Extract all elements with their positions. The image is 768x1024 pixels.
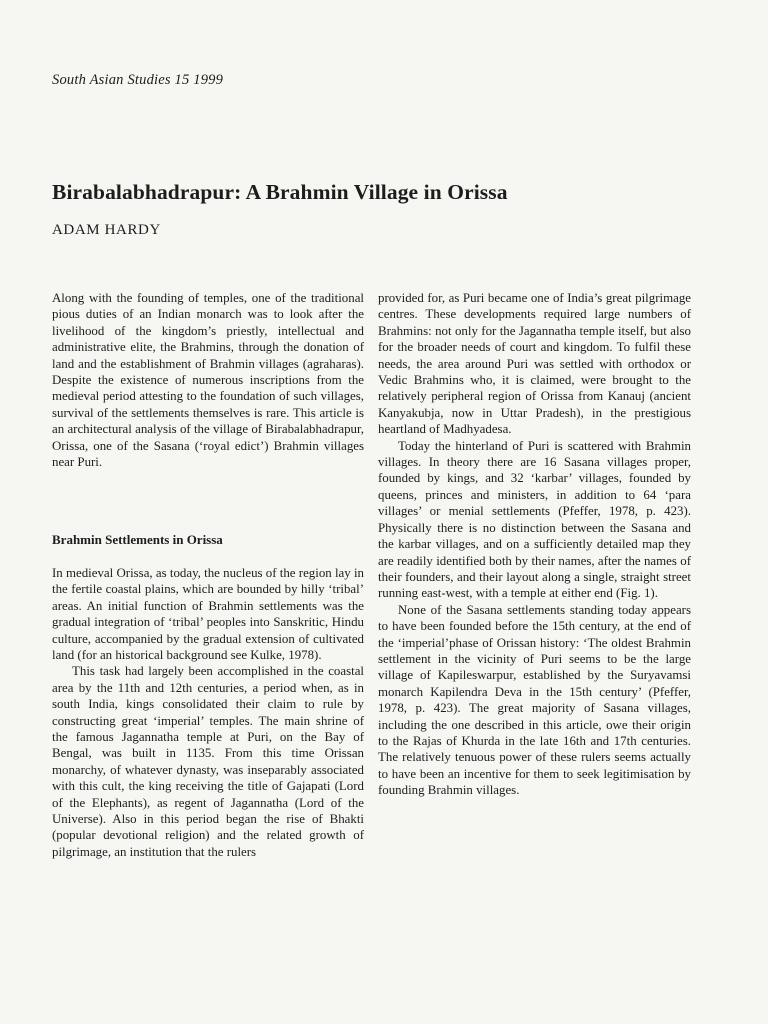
article-title: Birabalabhadrapur: A Brahmin Village in Orissa [52, 180, 508, 204]
body-paragraph: Today the hinterland of Puri is scattered with Brahmin villages. In theory there are 16 Sasana villages proper, founded by kings, and 32 ‘karbar’ villages, founded by queens, princes and ministers, in addition to 64 ‘para villages’ or menial settlements (Pfeffer, 1978, p. 423). Physically there is no distinction between the Sasana and the karbar villages, and on a sufficiently detailed map they are readily identified both by their names, after the names of their founders, and their layout along a single, straight street running east-west, with a temple at either end (Fig. 1). [378, 438, 691, 601]
body-paragraph: provided for, as Puri became one of India’s great pilgrimage centres. These developments required large numbers of Brahmins: not only for the Jagannatha temple itself, but also for the broader needs of court and kingdom. To fulfil these needs, the area around Puri was settled with orthodox or Vedic Brahmins who, it is claimed, were brought to the relatively peripheral region of Orissa from Kanauj (ancient Kanyakubja, now in Uttar Pradesh), in the prestigious heartland of Madhyadesa. [378, 291, 691, 437]
body-paragraph: This task had largely been accomplished in the coastal area by the 11th and 12th centuries, a period when, as in south India, kings consolidated their claim to rule by constructing great ‘imperial’ temples. The main shrine of the famous Jagannatha temple at Puri, on the Bay of Bengal, was built in 1135. From this time Orissan monarchy, of whatever dynasty, was inseparably associated with this cult, the king receiving the title of Gajapati (Lord of the Elephants), as regent of Jagannatha (Lord of the Universe). Also in this period began the rise of Bhakti (popular devotional religion) and the related growth of pilgrimage, an institution that the rulers [52, 664, 364, 859]
article-author: ADAM HARDY [52, 222, 161, 238]
body-paragraph: None of the Sasana settlements standing today appears to have been founded before the 15th century, at the end of the ‘imperial’phase of Orissan history: ‘The oldest Brahmin settlement in the vicinity of Puri seems to be the large village of Kapileswarpur, established by the Suryavamsi monarch Kapilendra Deva in the 15th century’ (Pfeffer, 1978, p. 423). The great majority of Sasana villages, including the one described in this article, owe their origin to the Rajas of Khurda in the late 16th and 17th centuries. The relatively tenuous power of these rulers seems actually to have been an incentive for them to seek legitimisation by founding Brahmin villages. [378, 602, 691, 798]
section-heading: Brahmin Settlements in Orissa [52, 532, 223, 548]
left-column [52, 290, 364, 860]
intro-paragraph: Along with the founding of temples, one of the traditional pious duties of an Indian monarch was to look after the livelihood of the kingdom’s priestly, intellectual and administrative elite, the Brahmins, through the donation of land and the establishment of Brahmin villages (agraharas). Despite the existence of numerous inscriptions from the medieval period attesting to the foundation of such villages, survival of the settlements themselves is rare. This article is an architectural analysis of the village of Birabalabhadrapur, Orissa, one of the Sasana (‘royal edict’) Brahmin villages near Puri. [52, 291, 364, 470]
journal-citation: South Asian Studies 15 1999 [52, 72, 224, 88]
body-paragraph: In medieval Orissa, as today, the nucleus of the region lay in the fertile coastal plains, which are bounded by hilly ‘tribal’ areas. An initial function of Brahmin settlements was the gradual integration of ‘tribal’ peoples into Sanskritic, Hindu culture, accompanied by the gradual extension of cultivated land (for an historical background see Kulke, 1978). [52, 565, 364, 662]
right-column [378, 290, 691, 799]
